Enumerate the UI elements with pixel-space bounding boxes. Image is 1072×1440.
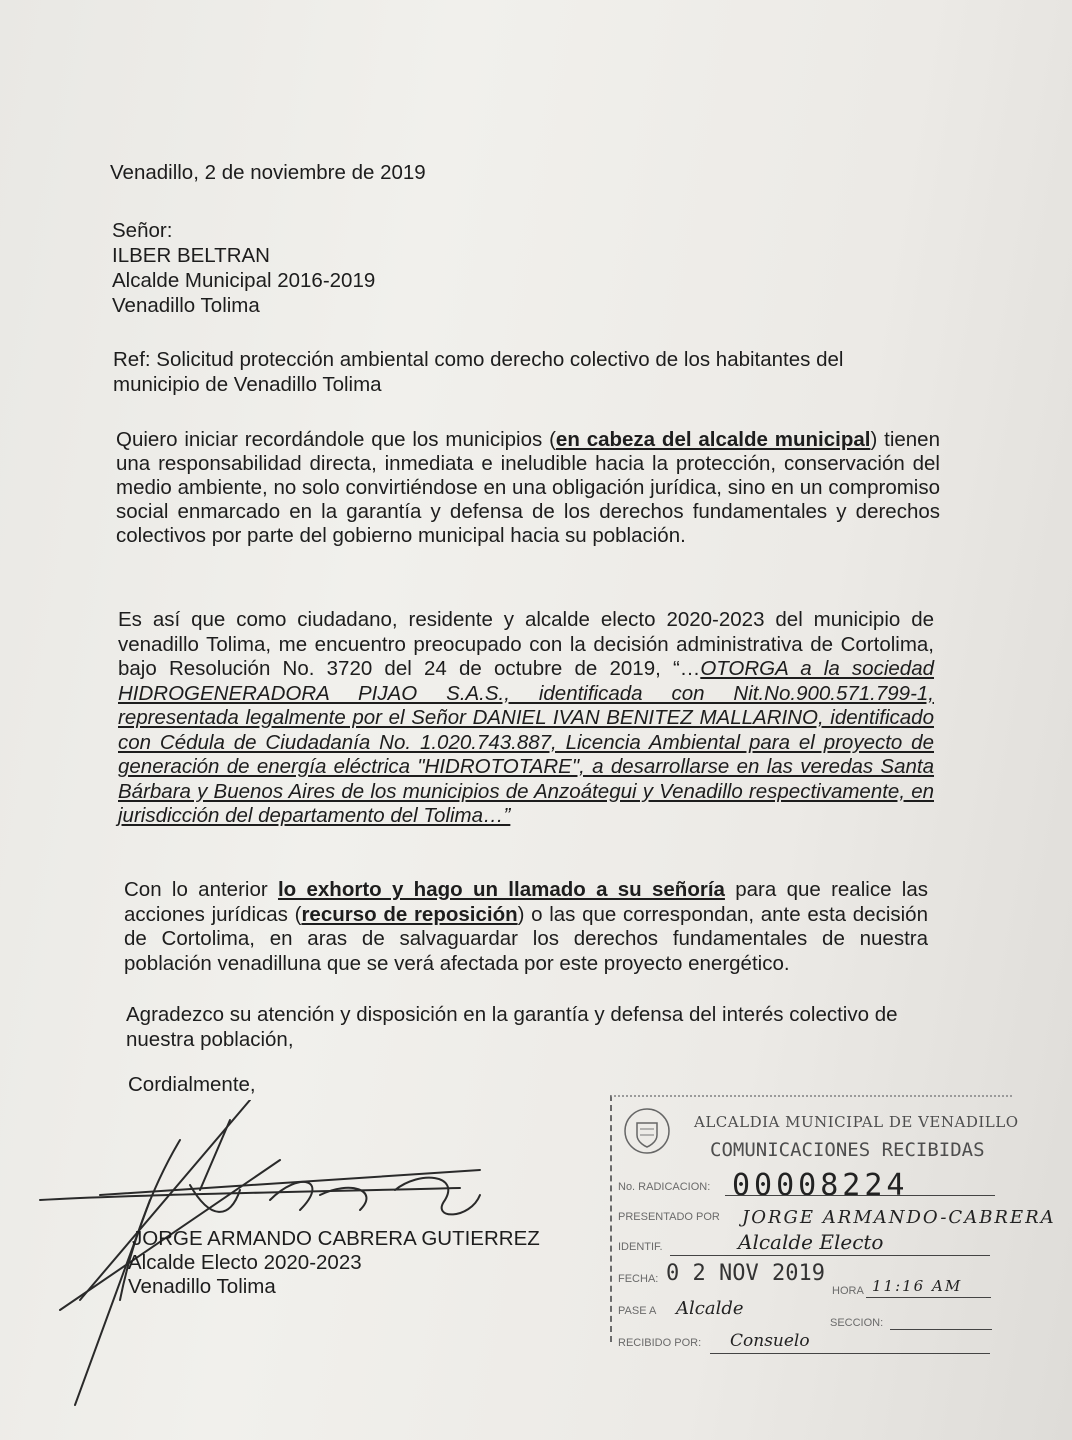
line-identif [670,1255,990,1256]
p1-text-start: Quiero iniciar recordándole que los municipios ( [116,428,556,451]
recipient-name: ILBER BELTRAN [112,244,270,267]
label-fecha: FECHA: [618,1273,659,1285]
closing: Cordialmente, [128,1073,256,1096]
p3-emphasis-2: recurso de reposición [301,902,518,926]
value-pasa: Alcalde [676,1298,744,1319]
salutation: Señor: [112,219,173,242]
signer-title: Alcalde Electo 2020-2023 [128,1251,362,1274]
label-radicacion: No. RADICACION: [618,1181,711,1193]
recipient-location: Venadillo Tolima [112,294,260,317]
label-seccion: SECCION: [830,1317,884,1329]
p3-text-mid: para que realice las acciones jurídicas ( [124,878,928,926]
line-hora [866,1297,991,1298]
value-fecha: 0 2 NOV 2019 [666,1261,825,1286]
recipient-title: Alcalde Municipal 2016-2019 [112,269,376,292]
label-hora: HORA [832,1285,864,1297]
paragraph-1 [116,428,940,548]
paragraph-3 [124,878,928,976]
signer-block [128,1227,540,1299]
label-presentado: PRESENTADO POR [618,1211,720,1223]
p3-emphasis-1: lo exhorto y hago un llamado a su señoría [277,878,725,901]
p2-resolution-quote: OTORGA a la sociedad HIDROGENERADORA PIJAO S.A.S., identificada con Nit.No.900.571.799-1, representada legalmente por el Señor DANIEL IVAN BENITEZ MALLARINO, identificado con Cédula de Ciudadanía No. 1.020.743.887, Licencia Ambiental para el proyecto de generación de energía eléctrica "HIDROTOTARE", a desarrollarse en las veredas Santa Bárbara y Buenos Aires de los municipios de Anzoátegui y Venadillo respectivamente, en jurisdicción del departamento del Tolima…” [118,657,934,827]
p1-text-end: ) tienen una responsabilidad directa, inmediata e ineludible hacia la protección, conservación del medio ambiente, no solo convirtiéndose en una obligación jurídica, sino en un compromiso social enmarcado en la garantía y defensa de los derechos fundamentales y derechos colectivos por parte del gobierno municipal hacia su población. [116,428,940,547]
value-identif: Alcalde Electo [738,1230,884,1254]
place-date: Venadillo, 2 de noviembre de 2019 [110,161,426,184]
stamp-title: ALCALDIA MUNICIPAL DE VENADILLO [694,1113,1019,1131]
p3-text-end: ) o las que correspondan, ante esta decisión de Cortolima, en aras de salvaguardar los derechos fundamentales de nuestra población venadilluna que se verá afectada por este proyecto energético. [124,902,928,975]
signer-name: JORGE ARMANDO CABRERA GUTIERREZ [132,1227,540,1250]
label-recibido: RECIBIDO POR: [618,1337,702,1349]
line-radicacion [725,1195,995,1196]
reference-line-2: municipio de Venadillo Tolima [113,373,382,396]
stamp-subtitle: COMUNICACIONES RECIBIDAS [710,1139,985,1161]
value-hora: 11:16 AM [872,1277,963,1295]
signer-location: Venadillo Tolima [128,1275,276,1298]
paragraph-4: Agradezco su atención y disposición en la garantía y defensa del interés colectivo de nuestra población, [126,1003,898,1051]
p3-text-start: Con lo anterior [124,878,278,901]
paragraph-2 [118,608,934,829]
label-identif: IDENTIF. [618,1241,663,1253]
value-radicacion: 00008224 [732,1168,909,1203]
p1-emphasis: en cabeza del alcalde municipal [555,428,871,451]
reference-line-1: Ref: Solicitud protección ambiental como derecho colectivo de los habitantes del [113,348,844,371]
reception-stamp [610,1095,1056,1365]
line-seccion [890,1329,992,1330]
recipient-block [112,218,375,318]
reference [113,347,843,397]
line-recibido [710,1353,990,1354]
p2-text: Es así que como ciudadano, residente y alcalde electo 2020-2023 del municipio de venadillo Tolima, me encuentro preocupado con la decisión administrativa de Cortolima, bajo Resolución No. 3720 del 24 de octubre de 2019, “… [118,608,934,680]
value-recibido: Consuelo [730,1331,810,1351]
label-pasa: PASE A [618,1305,657,1317]
municipal-seal-icon [622,1105,672,1157]
value-presentado: JORGE ARMANDO-CABRERA [742,1207,1056,1228]
